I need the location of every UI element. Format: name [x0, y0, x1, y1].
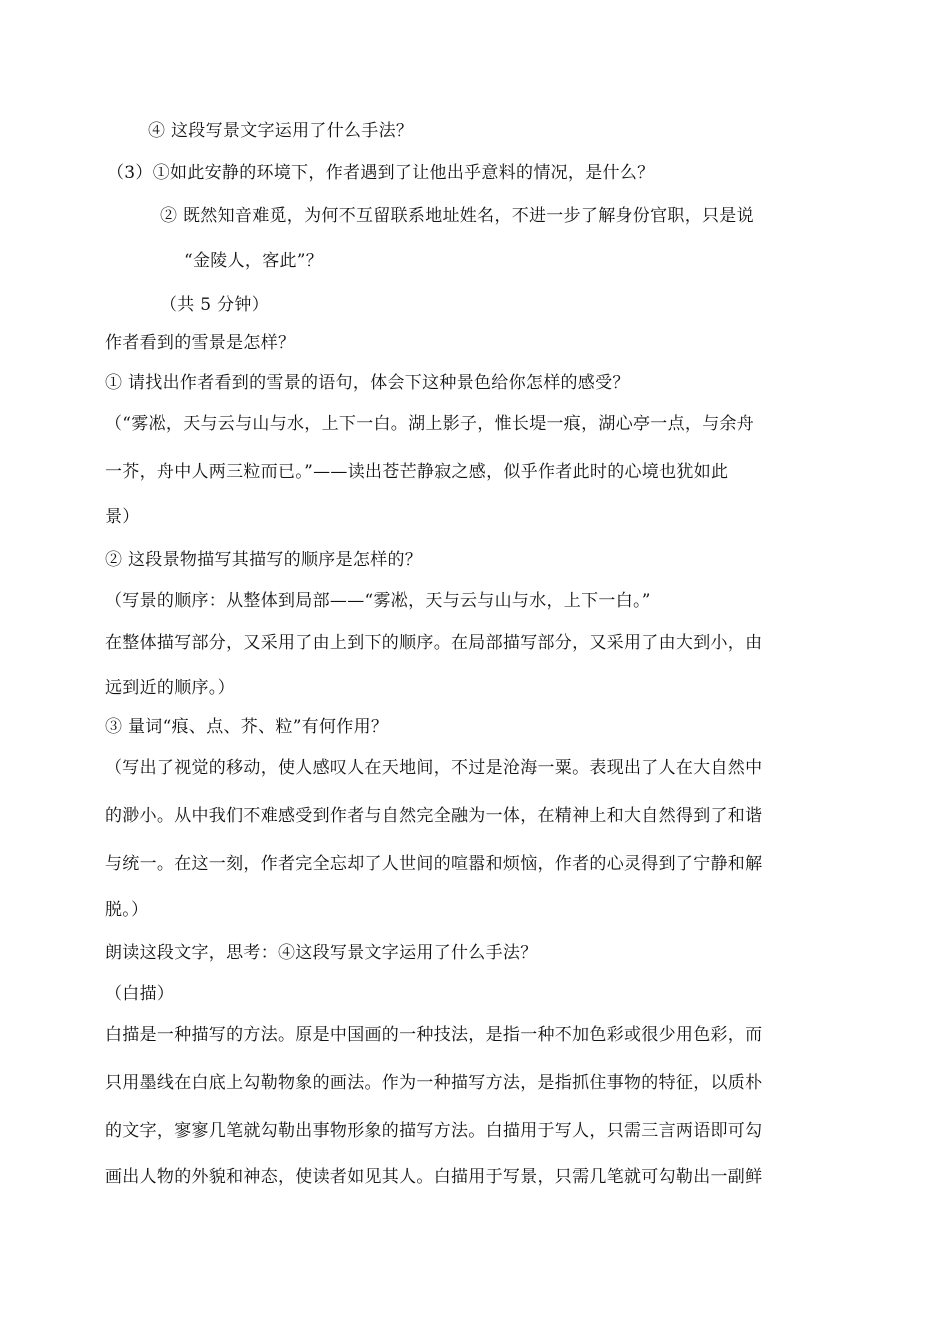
question-1: ① 请找出作者看到的雪景的语句，体会下这种景色给你怎样的感受？ [105, 373, 630, 393]
baimiao-line-1: 白描是一种描写的方法。原是中国画的一种技法，是指一种不加色彩或很少用色彩，而 [105, 1025, 763, 1045]
baimiao-line-4: 画出人物的外貌和神态，使读者如见其人。白描用于写景，只需几笔就可勾勒出一副鲜 [105, 1167, 763, 1187]
answer-3-line-1: （写出了视觉的移动，使人感叹人在天地间，不过是沧海一粟。表现出了人在大自然中 [105, 758, 763, 778]
answer-2-line-2: 在整体描写部分，又采用了由上到下的顺序。在局部描写部分，又采用了由大到小，由 [105, 633, 763, 653]
question-4: ④ 这段写景文字运用了什么手法？ [148, 121, 414, 141]
answer-3-line-4: 脱。） [105, 900, 149, 920]
section-heading: 作者看到的雪景是怎样？ [105, 333, 296, 353]
reading-question: 朗读这段文字，思考：④这段写景文字运用了什么手法？ [105, 943, 538, 963]
question-3-2-cont: “金陵人，客此”？ [184, 251, 324, 271]
baimiao-line-3: 的文字，寥寥几笔就勾勒出事物形象的描写方法。白描用于写人，只需三言两语即可勾 [105, 1121, 763, 1141]
answer-4: （白描） [105, 984, 175, 1004]
question-3-2: ② 既然知音难觅，为何不互留联系地址姓名，不进一步了解身份官职，只是说 [160, 206, 754, 226]
answer-1-line-3: 景） [105, 507, 140, 527]
question-3-1: （3）①如此安静的环境下，作者遇到了让他出乎意料的情况，是什么？ [107, 163, 655, 183]
answer-3-line-2: 的渺小。从中我们不难感受到作者与自然完全融为一体，在精神上和大自然得到了和谐 [105, 806, 763, 826]
time-note: （共 5 分钟） [160, 295, 270, 315]
answer-2-line-3: 远到近的顺序。） [105, 678, 235, 698]
answer-3-line-3: 与统一。在这一刻，作者完全忘却了人世间的喧嚣和烦恼，作者的心灵得到了宁静和解 [105, 854, 763, 874]
answer-1-line-1: （“雾凇，天与云与山与水，上下一白。湖上影子，惟长堤一痕，湖心亭一点，与余舟 [105, 414, 755, 434]
baimiao-line-2: 只用墨线在白底上勾勒物象的画法。作为一种描写方法，是指抓住事物的特征，以质朴 [105, 1073, 763, 1093]
answer-2-line-1: （写景的顺序：从整体到局部——“雾凇，天与云与山与水，上下一白。” [105, 591, 651, 611]
question-3: ③ 量词“痕、点、芥、粒”有何作用？ [105, 717, 389, 737]
answer-1-line-2: 一芥，舟中人两三粒而已。”——读出苍芒静寂之感，似乎作者此时的心境也犹如此 [105, 462, 729, 482]
question-2: ② 这段景物描写其描写的顺序是怎样的？ [105, 550, 423, 570]
